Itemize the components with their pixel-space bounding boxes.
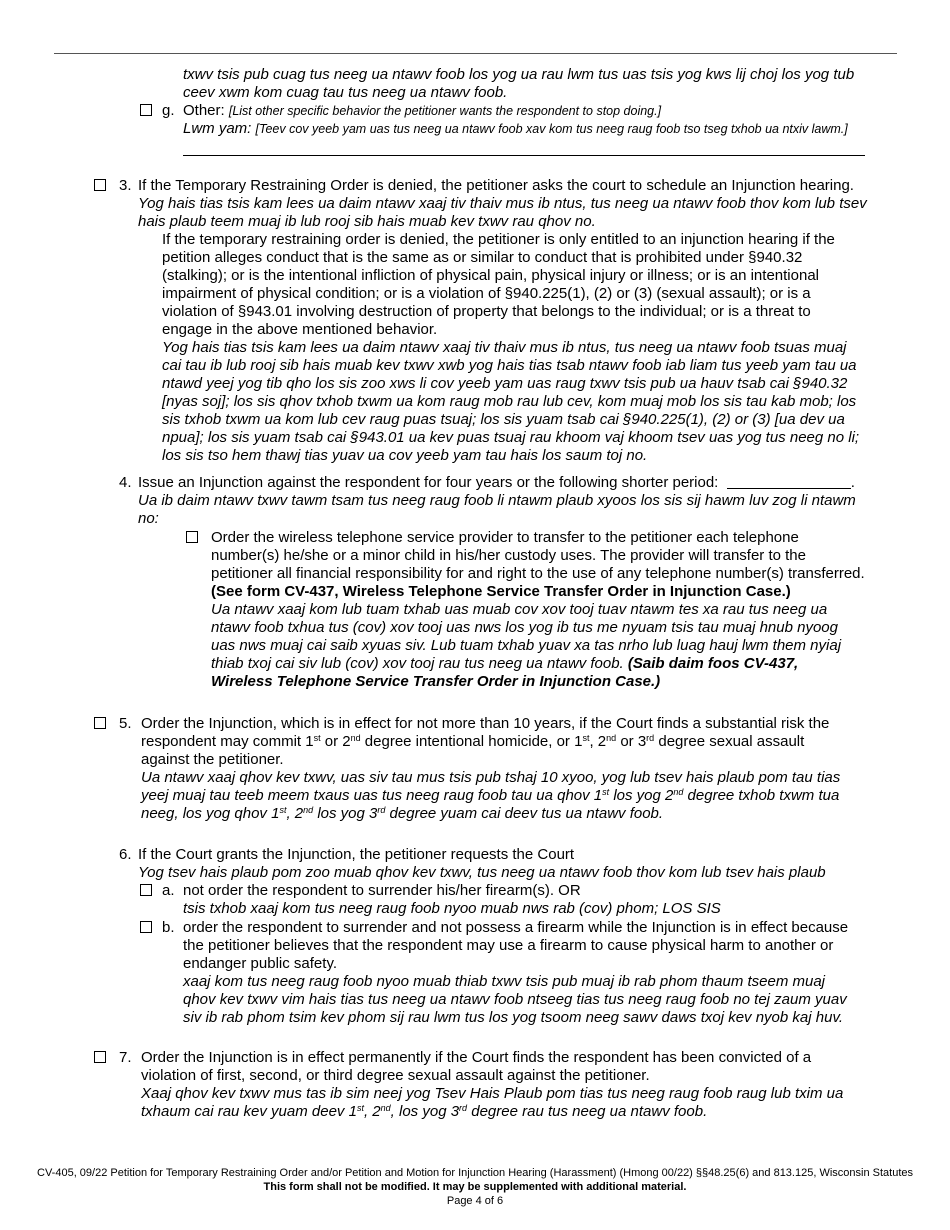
other-hint: [List other specific behavior the petitioner wants the respondent to stop doing.] [228, 104, 662, 118]
checkbox-wireless-transfer[interactable] [186, 531, 198, 543]
other-label: Other: [183, 102, 225, 119]
item-3-heading: If the Temporary Restraining Order is denied, the petitioner asks the court to schedule an Injunction hearing. Yog hais tias tsis kam lees ua daim ntawv xaaj tiv thaiv mus ib ntus, tus neeg ua ntawv foob thov kom lub tsev hais plaub teem muaj ib lub rooj sib hais muab kev txwv rau qhov no. [138, 177, 867, 230]
item-5-number: 5. [119, 715, 132, 732]
checkbox-item-3[interactable] [94, 179, 106, 191]
item-5-text: Order the Injunction, which is in effect for not more than 10 years, if the Court finds a substantial risk the respondent may commit 1st or 2nd degree intentional homicide, or 1st, 2nd or 3rd degree sexual assault against the petitioner. Ua ntawv xaaj qhov kev txwv, uas siv tau mus tsis pub tshaj 10 xyoo, yog lub tsev hais plaub pom tau tias yeej muaj tau teeb meem txaus uas tus neeg raug foob tau ua qhov 1st los yog 2nd degree txhob txwm tua neeg, los yog qhov 1st, 2nd los yog 3rd degree yuam cai deev tus ua ntawv foob. [141, 715, 841, 822]
item-3-details: If the temporary restraining order is denied, the petitioner is only entitled to an injunction hearing if the petition alleges conduct that is the same as or similar to conduct that is prohibited under §940.32 (stalking); or is the intentional infliction of physical pain, physical injury or illness; or is an intentional impairment of physical condition; or is a violation of §940.225(1), (2) or (3) (sexual assault); or is a violation of §943.01 involving destruction of property that belongs to the individual; or is a threat to engage in the above mentioned behavior. Yog hais tias tsis kam lees ua daim ntawv xaaj tiv thaiv mus ib ntus, tus neeg ua ntawv foob tsuas muaj cai tau ib lub rooj sib hais muab kev txwv xwb yog hais tias tsab ntawv foob iab liam tus yeeb yam tau ua ntawd yeej yog tib qho los sis zoo xws li cov yeeb yam uas raug txwv tsis pub ua hauv tsab cai §940.32 [nyas soj]; los sis qhov txhob txwm ua kom raug mob rau lub cev, kom muaj mob los sis tau kab mob; los sis txhob txwm ua kom lub cev raug puas tsuaj; los sis yuam tsab cai §940.225(1), (2) or (3) [ua dev ua npua]; los sis yuam tsab cai §943.01 ua kev puas tsuaj rau khoom vaj khoom tsev uas yog tus neeg no li; los sis tso hem thawj tias yuav ua cov yeeb yam tau hais los saum toj no. [162, 231, 860, 464]
shorter-period-field[interactable] [727, 475, 851, 489]
item-6a-letter: a. [162, 882, 175, 899]
checkbox-item-6b[interactable] [140, 921, 152, 933]
other-answer-line[interactable] [183, 155, 865, 156]
checkbox-item-6a[interactable] [140, 884, 152, 896]
item-g-other [183, 102, 848, 138]
item-6b-letter: b. [162, 919, 175, 936]
wireless-transfer-text: Order the wireless telephone service provider to transfer to the petitioner each telephone number(s) he/she or a minor child in his/her custody uses. The provider will transfer to the petitioner all financial responsibility for and right to the use of any telephone number(s) transferred. (See form CV-437, Wireless Telephone Service Transfer Order in Injunction Case.) Ua ntawv xaaj kom lub tuam txhab uas muab cov xov tooj tuav ntawm tes xa rau tus neeg ua ntawv foob txhua tus (cov) xov tooj uas nws los yog ib tus me nyuam tsis tau muaj hnub nyoog uas nws muaj cai saib xyuas siv. Lub tuam txhab yuav xa tas nrho lub luag hauj lwm them nyiaj thiab txoj cai siv lub (cov) xov tooj rau tus neeg ua ntawv foob. (Saib daim foos CV-437, Wireless Telephone Service Transfer Order in Injunction Case.) [211, 529, 865, 690]
item-6a-text: not order the respondent to surrender his/her firearm(s). OR tsis txhob xaaj kom tus neeg raug foob nyoo muab nws rab (cov) phom; LOS SIS [183, 882, 721, 917]
item-7-number: 7. [119, 1049, 132, 1066]
item-4-number: 4. [119, 474, 132, 491]
item-6-heading: If the Court grants the Injunction, the petitioner requests the Court Yog tsev hais plaub pom zoo muab qhov kev txwv, tus neeg ua ntawv foob thov kom lub tsev hais plaub [138, 846, 826, 881]
item-7-text: Order the Injunction is in effect permanently if the Court finds the respondent has been convicted of a violation of first, second, or third degree sexual assault against the petitioner. Xaaj qhov kev txwv mus tas ib sim neej yog Tsev Hais Plaub pom tias tus neeg raug foob raug lub txim ua txhaum cai rau kev yuam deev 1st, 2nd, los yog 3rd degree rau tus neeg ua ntawv foob. [141, 1049, 844, 1120]
item-6b-text: order the respondent to surrender and not possess a firearm while the Injunction is in effect because the petitioner believes that the respondent may use a firearm to cause physical harm to another or endanger public safety. xaaj kom tus neeg raug foob nyoo muab thiab txwv tsis pub muaj ib rab phom thaum tseem muaj qhov kev txwv vim hais tias tus neeg ua ntawv foob ntseeg tias tus neeg raug foob no tej zaum yuav siv ib rab phom tsim kev phom sij rau lwm tus los yog tsoom neeg sawv daws txoj kev nyob kaj huv. [183, 919, 849, 1026]
other-label-hmong: Lwm yam: [183, 120, 252, 137]
footer-form-id: CV-405, 09/22 Petition for Temporary Restraining Order and/or Petition and Motion for Injunction Hearing (Harassment) (Hmong 00/22) §§48.25(6) and 813.125, Wisconsin Statutes [37, 1167, 913, 1179]
page-number: Page 4 of 6 [446, 1195, 504, 1207]
checkbox-item-7[interactable] [94, 1051, 106, 1063]
item-g-letter: g. [162, 102, 175, 119]
item-6-number: 6. [119, 846, 132, 863]
footer-notice: This form shall not be modified. It may be supplemented with additional material. [263, 1181, 687, 1193]
top-rule [54, 53, 897, 54]
checkbox-other[interactable] [140, 104, 152, 116]
item-3-number: 3. [119, 177, 132, 194]
checkbox-item-5[interactable] [94, 717, 106, 729]
item-4-heading: Issue an Injunction against the respondent for four years or the following shorter period: . Ua ib daim ntawv txwv tawm tsam tus neeg raug foob li ntawm plaub xyoos los sis sij hawm luv zog li ntawm no: [138, 474, 856, 527]
other-hint-hmong: [Teev cov yeeb yam uas tus neeg ua ntawv foob xav kom tus neeg raug foob tso tseg txhob ua ntxiv lawm.] [255, 122, 848, 136]
continued-text: txwv tsis pub cuag tus neeg ua ntawv foob los yog ua rau lwm tus uas tsis yog kws lij choj los yog tub ceev xwm kom cuag tau tus neeg ua ntawv foob. [183, 66, 855, 101]
